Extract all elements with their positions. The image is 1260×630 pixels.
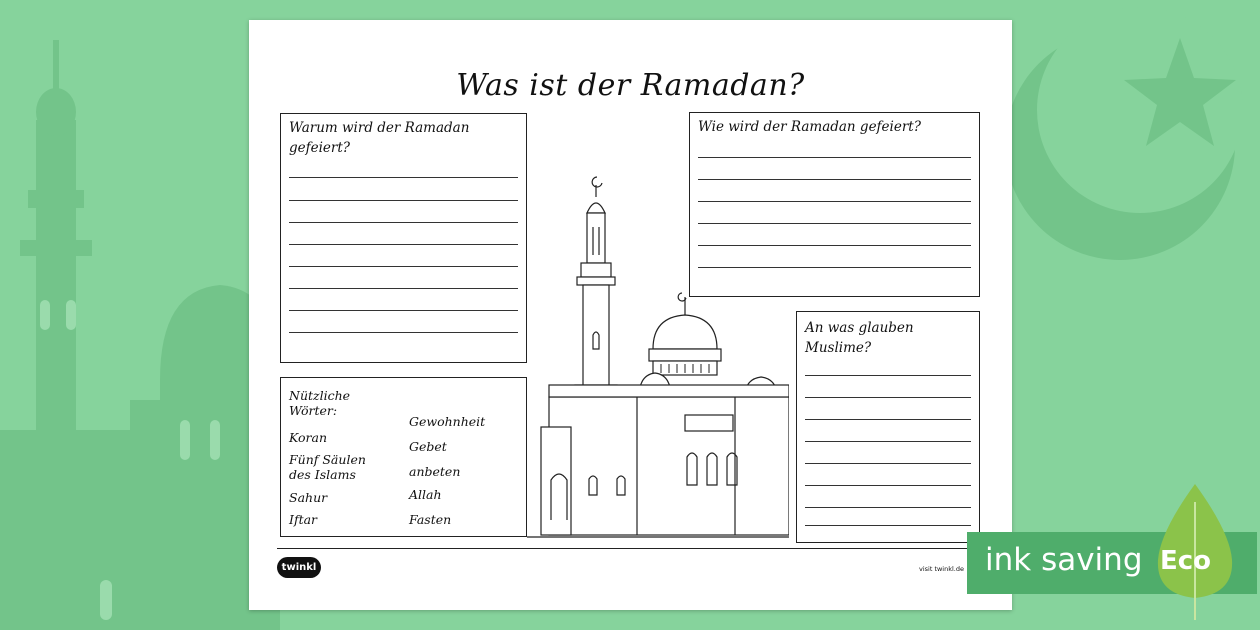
eco-label: Eco [1160, 546, 1212, 576]
word-habit: Gewohnheit [409, 414, 486, 429]
word-sahur: Sahur [289, 490, 328, 505]
ink-saving-label: ink saving [985, 542, 1143, 578]
word-prayer: Gebet [409, 439, 447, 454]
question-why: Warum wird der Ramadan gefeiert? [289, 120, 470, 156]
answer-line[interactable] [289, 266, 518, 267]
answer-line[interactable] [289, 244, 518, 245]
answer-line[interactable] [805, 419, 971, 420]
twinkl-logo: twinkl [277, 557, 321, 578]
answer-line[interactable] [289, 200, 518, 201]
question-belief: An was glauben Muslime? [805, 320, 914, 356]
footer-divider [277, 548, 984, 549]
word-worship: anbeten [409, 464, 461, 479]
worksheet [249, 20, 1012, 610]
question-box-why [280, 113, 527, 363]
answer-line[interactable] [805, 463, 971, 464]
answer-line[interactable] [698, 157, 971, 158]
answer-line[interactable] [805, 485, 971, 486]
answer-line[interactable] [289, 222, 518, 223]
answer-line[interactable] [289, 332, 518, 333]
question-how: Wie wird der Ramadan gefeiert? [698, 119, 921, 135]
answer-line[interactable] [805, 507, 971, 508]
answer-line[interactable] [805, 397, 971, 398]
answer-line[interactable] [289, 288, 518, 289]
word-iftar: Iftar [289, 512, 318, 527]
useful-words-heading: Nützliche Wörter: [289, 388, 351, 418]
visit-link[interactable]: visit twinkl.de [918, 565, 964, 573]
question-box-belief [796, 311, 980, 543]
answer-line[interactable] [805, 375, 971, 376]
mosque-silhouette [0, 40, 280, 630]
answer-line[interactable] [805, 525, 971, 526]
answer-line[interactable] [289, 310, 518, 311]
word-five-pillars: Fünf Säulen des Islams [289, 452, 366, 482]
useful-words-box [280, 377, 527, 537]
word-fasting: Fasten [409, 512, 452, 527]
answer-line[interactable] [289, 177, 518, 178]
word-koran: Koran [289, 430, 328, 445]
word-allah: Allah [409, 487, 442, 502]
mosque-illustration [527, 175, 789, 545]
answer-line[interactable] [805, 441, 971, 442]
page-title: Was ist der Ramadan? [456, 68, 805, 103]
